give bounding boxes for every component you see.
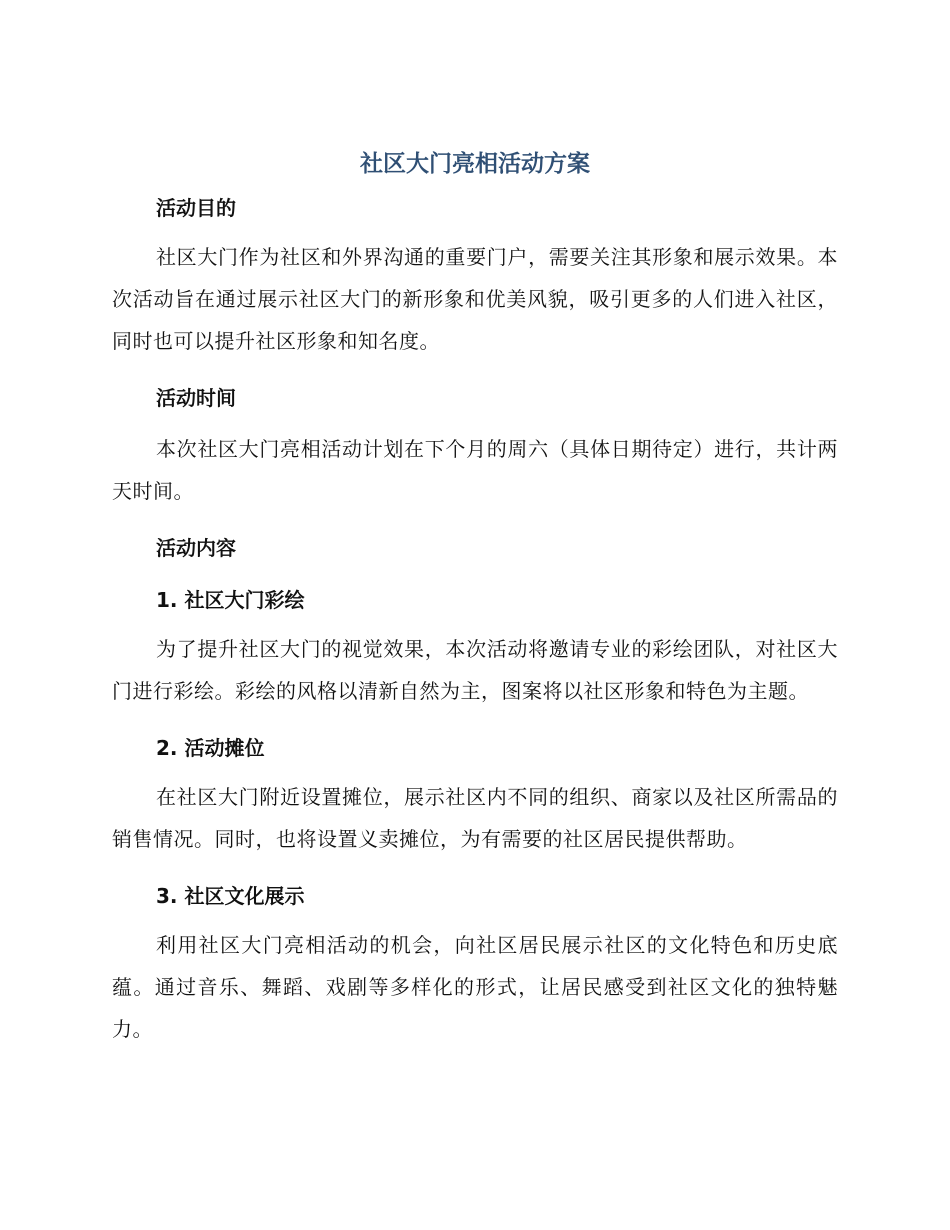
paragraph-purpose: 社区大门作为社区和外界沟通的重要门户，需要关注其形象和展示效果。本次活动旨在通过展示社区大门的新形象和优美风貌，吸引更多的人们进入社区，同时也可以提升社区形象和知名度。 xyxy=(112,245,838,353)
paragraph-time: 本次社区大门亮相活动计划在下个月的周六（具体日期待定）进行，共计两天时间。 xyxy=(112,437,838,503)
section-heading-content: 活动内容 xyxy=(156,536,236,560)
section-heading-time: 活动时间 xyxy=(156,386,236,410)
paragraph-mural: 为了提升社区大门的视觉效果，本次活动将邀请专业的彩绘团队，对社区大门进行彩绘。彩绘的风格以清新自然为主，图案将以社区形象和特色为主题。 xyxy=(112,637,838,703)
document-title: 社区大门亮相活动方案 xyxy=(360,151,590,177)
paragraph-culture: 利用社区大门亮相活动的机会，向社区居民展示社区的文化特色和历史底蕴。通过音乐、舞蹈、戏剧等多样化的形式，让居民感受到社区文化的独特魅力。 xyxy=(112,933,838,1041)
subheading-booths: 2. 活动摊位 xyxy=(156,736,265,760)
paragraph-booths: 在社区大门附近设置摊位，展示社区内不同的组织、商家以及社区所需品的销售情况。同时，也将设置义卖摊位，为有需要的社区居民提供帮助。 xyxy=(112,785,838,851)
subheading-mural: 1. 社区大门彩绘 xyxy=(156,588,305,612)
subheading-culture: 3. 社区文化展示 xyxy=(156,884,305,908)
section-heading-purpose: 活动目的 xyxy=(156,196,236,220)
